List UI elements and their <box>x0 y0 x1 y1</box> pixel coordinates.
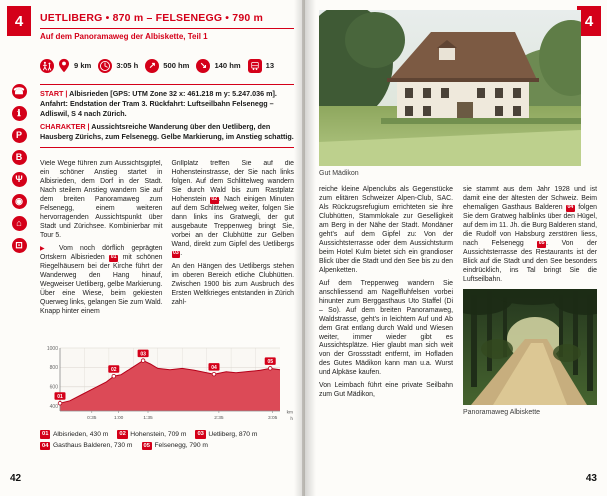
paragraph: Grillplatz treffen Sie auf die Hohensteinstrasse, der Sie nach links folgen. Auf dem Schlittelweg wandern Sie durch Wald bis zum Rastplatz Hohenstein 02 . Nach einigen Minuten auf dem Schlittelweg weiter, folgen Sie dann links ins Gratwegli, der gut ausgebaute Treppenweg bringt Sie, vorbei an der Clubhütte zur Gelben Wand, direkt zum Gipfel des Uetlibergs 03 . <box>171 160 294 257</box>
elevation-profile-chart <box>40 341 294 425</box>
legend-item <box>142 442 209 451</box>
culture-icon: ⌂ <box>12 216 27 231</box>
svg-text:3:05: 3:05 <box>267 416 278 421</box>
text-column-4 <box>463 186 597 417</box>
svg-text:1:00: 1:00 <box>113 416 124 421</box>
waypoint-badge: 04 <box>567 204 574 211</box>
legend-item <box>195 430 257 439</box>
svg-text:2:35: 2:35 <box>214 416 224 421</box>
svg-text:01: 01 <box>57 393 63 400</box>
svg-text:04: 04 <box>211 364 217 371</box>
bus-icon: B <box>12 150 27 165</box>
sidebar-icon-strip <box>9 84 29 253</box>
descent-arrow-icon: ↘ <box>196 59 210 73</box>
paragraph: Von Leimbach führt eine private Seilbahn zum Gut Mädikon, <box>319 382 453 399</box>
body-columns-left-page <box>40 160 294 340</box>
svg-text:05: 05 <box>267 359 274 366</box>
body-columns-right-page <box>319 186 597 417</box>
svg-text:h: h <box>290 417 293 422</box>
legend-item <box>40 442 133 451</box>
svg-text:03: 03 <box>140 351 146 358</box>
stat-bus-line: 13 <box>265 61 275 70</box>
info-label: START | <box>40 89 68 98</box>
legend-label: Felsenegg, 790 m <box>154 442 209 450</box>
text-column-1 <box>40 160 163 340</box>
paragraph: Viele Wege führen zum Aussichtsgipfel, ein schöner Anstieg startet in Albisrieden, dem Dorf in der Stadt. Nach steilem Anstieg wandern Sie auf dem breiten Panoramaweg zum Felsenegg, einem weiteren hervorragenden Aussichtspunkt über Stadt und Zürichsee. Kombinierbar mit Tour 5. <box>40 160 163 239</box>
info-label: CHARAKTER | <box>40 121 90 131</box>
text-column-2 <box>172 160 295 340</box>
waypoint-badge: 04 <box>42 442 49 449</box>
page-right <box>305 0 607 496</box>
paragraph: sie stammt aus dem Jahr 1928 und ist damit eine der ältesten der Schweiz. Beim ehemaligen Gasthaus Balderen 04 folgen Sie dem Gratweg halblinks über den Hügel, auf dem im 11. Jh. die Burg Balderen stand, die Rudolf von Habsburg zerstören liess, nach Felsenegg 05 . Von der Aussichtsterrasse des Restaurants ist der Blick auf die Stadt und den See besonders eindrücklich, ins Tal bringt Sie die Luftseilbahn. <box>463 186 597 283</box>
stat-duration: 3:05 h <box>116 61 139 70</box>
cable-car-icon: ⊡ <box>12 238 27 253</box>
waypoint-badge: 05 <box>538 240 545 247</box>
tour-info-block <box>40 84 294 148</box>
hikers-icon <box>40 59 54 73</box>
legend-item <box>40 430 108 439</box>
waypoint-badge: 01 <box>42 431 49 437</box>
waypoint-badge: 03 <box>197 431 204 437</box>
waypoint-badge: 01 <box>110 254 117 261</box>
legend-label: Uetliberg, 870 m <box>208 430 258 438</box>
info-sublabel: Anfahrt: <box>40 98 68 108</box>
tour-title: UETLIBERG • 870 m – FELSENEGG • 790 m <box>40 12 264 24</box>
waypoint-badge: 03 <box>173 250 179 257</box>
header-rule <box>40 28 294 29</box>
svg-text:km: km <box>286 410 293 416</box>
viewpoint-icon: ◉ <box>12 194 27 209</box>
svg-text:02: 02 <box>110 366 117 373</box>
page-left <box>0 0 302 496</box>
svg-text:800: 800 <box>49 365 58 372</box>
tour-number-tab-right: 4 <box>577 6 601 36</box>
duration-clock-icon <box>98 59 112 73</box>
legend-item <box>117 430 186 439</box>
stat-ascent: 500 hm <box>163 61 190 70</box>
paragraph: An den Hängen des Uetlibergs stehen im oberen Bereich etliche Clubhütten. Zwischen 1900 bis zum Ausbruch des Ersten Weltkrieges entstanden in Zürich zahl- <box>171 262 294 306</box>
tour-stats-row <box>40 58 294 73</box>
photo2-caption: Panoramaweg Albiskette <box>463 408 541 416</box>
svg-text:1:35: 1:35 <box>143 416 153 421</box>
tour-number-tab: 4 <box>7 6 31 36</box>
ascent-arrow-icon: ↗ <box>145 59 159 73</box>
svg-text:400: 400 <box>49 403 58 410</box>
svg-text:0:35: 0:35 <box>87 416 97 421</box>
parking-icon: P <box>12 128 27 143</box>
text-column-4-paragraphs <box>463 186 597 285</box>
waypoint-legend <box>40 430 294 450</box>
waypoint-badge: 05 <box>143 442 150 449</box>
info-icon: ℹ <box>12 106 27 121</box>
info-sublabel: Rückfahrt: <box>149 98 186 108</box>
distance-pin-icon <box>58 58 70 73</box>
waypoint-badge: 02 <box>119 431 126 437</box>
svg-text:1000: 1000 <box>46 345 58 352</box>
photo1-caption: Gut Mädikon <box>319 170 359 177</box>
stat-distance: 9 km <box>74 61 92 70</box>
legend-label: Albisrieden, 430 m <box>52 430 109 438</box>
text-column-3 <box>319 186 453 417</box>
tour-subtitle: Auf dem Panoramaweg der Albiskette, Teil 1 <box>40 32 208 41</box>
stat-descent: 140 hm <box>214 61 241 70</box>
paragraph: ▶ Vom noch dörflich geprägten Ortskern Albisrieden 01 mit schönen Riegelhäusern bei der Kirche führt der Wanderweg den Hang hinauf, Wegweiser Uetliberg, gelbe Markierung. Über eine Wiese, beim gekiesten Querweg links, gelangen Sie zum Wald. Knapp hinter einem <box>40 244 163 315</box>
paragraph: START | Albisrieden [GPS: UTM Zone 32 x: 461.218 m y: 5.247.036 m]. Anfahrt: Endstation der Tram 3. Rückfahrt: Luftseilbahn Felsenegg – Adliswil, S 4 nach Zürich. <box>40 89 277 118</box>
paragraph: CHARAKTER | Aussichtsreiche Wanderung über den Uetliberg, den Hausberg Zürichs, zum Felsenegg. Gelbe Markierung, im Anstieg schattig. <box>40 121 294 141</box>
phone-icon: ☎ <box>12 84 27 99</box>
page-header <box>40 12 294 41</box>
bus-icon <box>248 59 262 73</box>
route-marker-icon: ▶ <box>40 245 50 252</box>
photo-panoramaweg <box>463 289 597 405</box>
paragraph: reiche kleine Alpenclubs als Gegenstücke zum elitären Schweizer Alpen-Club, SAC. Als Rückzugsrefugium errichteten sie ihre Clubhütten, Stammlokale zur Geselligkeit am Berg in der Nähe der Stadt. Mondäner geht’s auf dem Gipfel zu: Von der Aussichtsterrasse oder dem Aussichtsturm beim Hotel Kulm bietet sich ein grandioser Blick über die Stadt und den See bis zu den Alpenketten. <box>319 186 453 274</box>
svg-text:600: 600 <box>49 384 58 391</box>
page-number-left: 42 <box>10 473 22 484</box>
legend-label: Hohenstein, 709 m <box>130 430 187 438</box>
paragraph: Auf dem Treppenweg wandern Sie anschliessend am Nagelfluhfelsen vorbei hinunter zum Berggasthaus Uto Staffel (Di – So). Auf dem breiten Panoramaweg, Waldstrasse, geht’s in leichtem Auf und Ab dem Grat entlang durch Wald und Wiesen weiter, immer wieder gibt es Aussichtsplätze. Hier glaubt man sich weit von der Grossstadt entfernt, im Hofladen des Gutes Mädikon kann man u.a. Wurst und Alpkäse kaufen. <box>319 279 453 377</box>
page-number-right: 43 <box>585 473 597 484</box>
photo2-block <box>463 289 597 417</box>
legend-label: Gasthaus Balderen, 730 m <box>52 442 133 450</box>
photo-gut-maedikon <box>319 10 581 166</box>
restaurant-icon: Ψ <box>12 172 27 187</box>
waypoint-badge: 02 <box>211 196 218 203</box>
